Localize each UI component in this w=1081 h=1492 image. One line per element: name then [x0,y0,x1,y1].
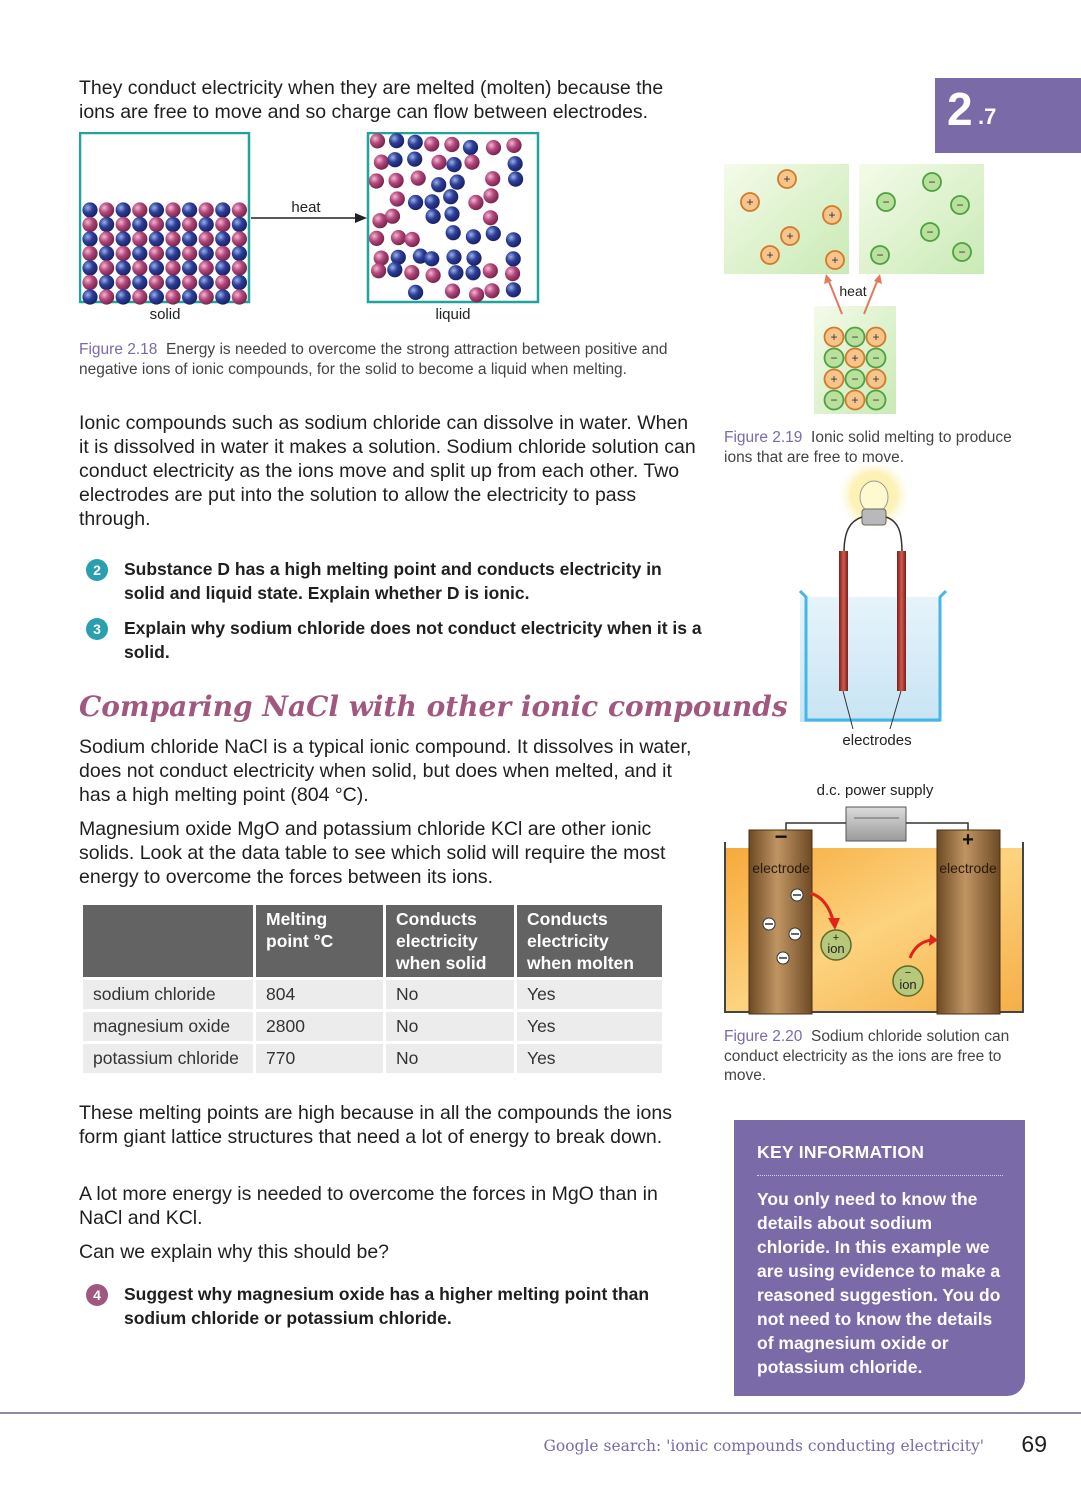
cation-ball [390,191,405,206]
cation-ball [149,246,164,261]
footer-search: Google search: 'ionic compounds conducting electricity' [543,1437,984,1455]
minus-sign: − [958,245,966,259]
cation-ball [232,202,247,217]
anion-ball [466,229,481,244]
solid-label: solid [149,306,181,323]
anion-ball [486,226,501,241]
cation-ball [199,202,214,217]
anion-ball [450,175,465,190]
anode [937,830,1000,1014]
cation-ball [182,246,197,261]
anion-ball [431,177,446,192]
anion-ball [182,202,197,217]
cation-ball [445,284,460,299]
cation-ball [370,133,385,148]
cation-ball [483,263,498,278]
minus-sign: − [830,393,838,407]
power-supply [846,807,906,841]
plus-sign: + [766,248,774,262]
anion-ball [99,217,114,232]
anion-ball [408,195,423,210]
table-cell: magnesium oxide [83,1012,253,1041]
anion-ball [82,260,97,275]
anion-ball [149,202,164,217]
cation-ball [149,217,164,232]
anion-ball [232,217,247,232]
anion-ball [116,289,131,304]
question-text: Suggest why magnesium oxide has a higher melting point than sodium chloride or potassium chloride. [124,1284,650,1328]
plus-sign: + [746,195,754,209]
plus-sign: + [830,372,838,386]
anion-ball [466,251,481,266]
cation-ball [464,155,479,170]
cation-ball [182,275,197,290]
cation-ball [371,263,386,278]
cation-ball [483,188,498,203]
question-3 [86,616,706,664]
cation-ball [389,173,404,188]
electrolysis-diagram [724,778,1026,1016]
cation-ball [369,173,384,188]
cation-ball [82,217,97,232]
arrow-right-head [874,274,882,284]
anion-ball [407,152,422,167]
key-info-divider [757,1175,1003,1176]
cation-ball [99,231,114,246]
anion-sign: − [904,967,912,979]
minus-sign: − [928,175,936,189]
anion-ball [99,275,114,290]
melting-point-table [80,902,665,1076]
table-row [83,1044,662,1073]
wire-negative [786,823,846,830]
question-text [124,557,706,605]
anion-ball [425,194,440,209]
anion-ball [446,225,461,240]
plus-sign: + [851,351,859,365]
cation-ball [232,260,247,275]
cation-ball [232,289,247,304]
cation-ball [405,232,420,247]
anion-ball [408,285,423,300]
cation-ball [506,138,521,153]
cation-ball [374,251,389,266]
cation-ball [165,260,180,275]
anion-ball [165,217,180,232]
section-tab [935,78,1081,153]
anion-ball [506,251,521,266]
question-text: Explain why sodium chloride does not conduct electricity when it is a solid. [124,618,702,662]
cation-ball [485,171,500,186]
explain-paragraph: Can we explain why this should be? [79,1241,390,1263]
electrodes-figure [790,465,970,750]
negative-sign: − [774,824,788,849]
cation-ball [165,289,180,304]
anion-ball [116,260,131,275]
caption-text: Ionic solid melting to produce ions that are free to move. [724,429,1012,466]
more-energy-paragraph: A lot more energy is needed to overcome the forces in MgO than in NaCl and KCl. [79,1183,658,1229]
section-major: 2 [947,83,973,135]
plus-sign: + [828,208,836,222]
anion-ball [199,246,214,261]
cation-ball [199,260,214,275]
power-supply-label: d.c. power supply [816,782,934,799]
anion-ball [149,260,164,275]
cation-ball [374,155,389,170]
figure-2-18 [79,132,541,328]
arrow-left-head [824,274,832,284]
anion-ball [424,251,439,266]
caption-text: Sodium chloride solution can conduct electricity as the ions are free to move. [724,1028,1010,1084]
figure-2-19-caption [724,428,1014,467]
cation-ball [132,231,147,246]
electrodes-label: electrodes [842,732,912,749]
cation-label: ion [827,941,845,956]
anion-ball [132,275,147,290]
cation-ball [424,136,439,151]
plus-sign: + [786,229,794,243]
table-cell: 804 [256,980,383,1009]
minus-sign: − [882,195,890,209]
plus-sign: + [851,393,859,407]
question-number: 2 [86,559,108,581]
table-row [83,980,662,1009]
cation-ball [444,137,459,152]
cation-ball [99,260,114,275]
table-cell: Yes [517,980,662,1009]
cation-ball [199,289,214,304]
figure-2-20-caption [724,1027,1024,1086]
cation-sign: + [832,932,840,944]
cation-ball [82,246,97,261]
cation-ball [132,289,147,304]
cation-ball [468,195,483,210]
figure-2-20 [724,778,1026,1016]
table-cell: potassium chloride [83,1044,253,1073]
dissolve-paragraph: Ionic compounds such as sodium chloride can dissolve in water. When it is dissolved in water it makes a solution. Sodium chloride solution can conduct electricity as the ions move and split up from each other. Two electrodes are put into the solution to allow the electricity to pass through. [79,412,696,530]
figure-label: Figure 2.19 [724,429,803,446]
anion-ball [82,202,97,217]
anion-ball [99,246,114,261]
anion-ball [82,289,97,304]
cation-ball [199,231,214,246]
table-header: Conducts electricity when molten [517,905,662,977]
cation-ball [99,289,114,304]
footer-rule [0,1412,1081,1414]
question-4 [86,1282,706,1330]
cation-ball [385,209,400,224]
cation-ball [215,275,230,290]
anion-ball [215,260,230,275]
heat-label: heat [291,199,321,216]
cation-ball [99,202,114,217]
plus-sign: + [872,330,880,344]
cation-ball [483,210,498,225]
anion-ball [387,152,402,167]
plus-sign: + [872,372,880,386]
positive-sign: + [962,829,974,851]
high-mp-paragraph: These melting points are high because in all the compounds the ions form giant lattice structures that need a lot of energy to break down. [79,1102,672,1148]
table-cell: No [386,1012,514,1041]
bulb-holder [862,509,886,525]
q2-bold-d2: D [446,583,460,603]
electrode-label-right: electrode [939,860,997,876]
bulb [860,481,888,513]
page-number: 69 [1021,1431,1047,1457]
minus-sign: − [956,198,964,212]
anion-ball [463,140,478,155]
figure-2-18-caption [79,340,699,379]
anion-label: ion [899,977,917,992]
cation-ball [182,217,197,232]
cation-ball [369,231,384,246]
anion-ball [426,209,441,224]
cation-ball [116,246,131,261]
anion-ball [132,246,147,261]
anion-ball [116,231,131,246]
table-cell: No [386,1044,514,1073]
question-number: 4 [86,1284,108,1306]
anion-ball [232,275,247,290]
plus-sign: + [831,253,839,267]
section-minor: .7 [978,104,997,129]
question-number: 3 [86,618,108,640]
minus-sign: − [876,248,884,262]
anion-ball [149,231,164,246]
anion-ball [448,265,463,280]
cation-ball [505,266,520,281]
table-header: Conducts electricity when solid [386,905,514,977]
anion-ball [165,246,180,261]
anion-ball [132,217,147,232]
table-cell: No [386,980,514,1009]
minus-sign: − [872,393,880,407]
cation-ball [469,287,484,302]
liquid-label: liquid [435,306,471,323]
anion-ball [116,202,131,217]
electrode-left [839,551,848,691]
cation-ball [411,171,426,186]
cation-ball [116,217,131,232]
anion-ball [506,282,521,297]
table-cell: Yes [517,1012,662,1041]
cation-ball [484,283,499,298]
table-cell: 2800 [256,1012,383,1041]
anion-ball [82,231,97,246]
cation-ball [232,231,247,246]
figure-label: Figure 2.18 [79,341,158,358]
anion-ball [182,231,197,246]
caption-text: Energy is needed to overcome the strong attraction between positive and negative ions of ionic compounds, for the solid to become a liquid when melting. [79,341,668,378]
electrode-label-left: electrode [752,860,810,876]
cation-ball [431,155,446,170]
minus-sign: − [926,225,934,239]
q2-text-b: has a high melting point and conducts electricity in solid and liquid state. Explain whether [124,559,662,603]
key-info-title: KEY INFORMATION [757,1142,925,1162]
wire-positive [906,823,968,830]
cation-ball [486,140,501,155]
plus-sign: + [783,172,791,186]
question-2 [86,557,706,605]
anion-ball [408,135,423,150]
anion-ball [508,172,523,187]
cation-ball [116,275,131,290]
table-header-row [83,905,662,977]
anion-ball [466,265,481,280]
anion-ball [199,275,214,290]
cathode [749,830,812,1014]
anion-ball [199,217,214,232]
anion-ball [215,231,230,246]
electrode-right [897,551,906,691]
minus-sign: − [830,351,838,365]
minus-sign: − [851,330,859,344]
ion-melting-diagram [724,164,986,416]
cation-ball [215,246,230,261]
figure-2-19 [724,164,986,416]
q2-bold-d: D [217,559,231,579]
cation-ball [391,230,406,245]
anion-ball [182,289,197,304]
q2-text-c: is ionic. [459,583,530,603]
table-cell: sodium chloride [83,980,253,1009]
anion-ball [165,275,180,290]
figure-label: Figure 2.20 [724,1028,803,1045]
anion-ball [443,189,458,204]
bulb-circuit-diagram [790,465,970,750]
key-info-text: You only need to know the details about sodium chloride. In this example we are using evidence to make a reasoned suggestion. You do not need to know the details of magnesium oxide or potassium chloride. [757,1189,1001,1377]
anion-ball [506,232,521,247]
table-row [83,1012,662,1041]
table-header: Melting point °C [256,905,383,977]
cation-ball [165,231,180,246]
anion-ball [232,246,247,261]
anion-ball [446,249,461,264]
solid-liquid-diagram [79,132,541,308]
cation-ball [132,202,147,217]
anion-ball [508,156,523,171]
cation-ball [404,265,419,280]
anion-ball [182,260,197,275]
cation-ball [165,202,180,217]
q2-text-a: Substance [124,559,218,579]
table-header [83,905,253,977]
nacl-paragraph: Sodium chloride NaCl is a typical ionic compound. It dissolves in water, does not conduct electricity when solid, but does when melted, and it has a high melting point (804 °C). [79,736,692,806]
key-information-box [734,1120,1025,1396]
minus-sign: − [851,372,859,386]
anion-ball [447,157,462,172]
anion-ball [149,289,164,304]
table-cell: Yes [517,1044,662,1073]
cation-ball [149,275,164,290]
anion-ball [215,289,230,304]
intro-paragraph: They conduct electricity when they are melted (molten) because the ions are free to move and so charge can flow between electrodes. [79,77,664,123]
cation-ball [82,275,97,290]
heat-label: heat [839,283,867,299]
table-cell: 770 [256,1044,383,1073]
cation-ball [426,268,441,283]
anion-ball [444,206,459,221]
anion-ball [215,202,230,217]
anion-ball [389,133,404,148]
anion-ball [387,262,402,277]
heat-arrow-head [355,213,367,223]
water [800,597,940,722]
section-heading: Comparing NaCl with other ionic compounds [79,690,788,723]
plus-sign: + [830,330,838,344]
cation-ball [132,260,147,275]
cation-ball [215,217,230,232]
minus-sign: − [872,351,880,365]
mgo-paragraph: Magnesium oxide MgO and potassium chloride KCl are other ionic solids. Look at the data table to see which solid will require the most energy to overcome the forces between its ions. [79,818,666,888]
